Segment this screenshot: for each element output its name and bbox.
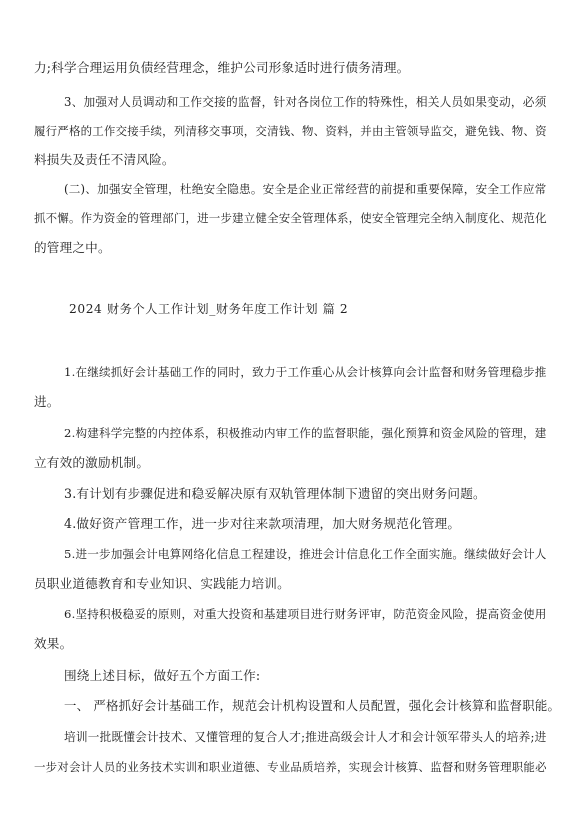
item-1-line-2: 进。 xyxy=(34,394,60,409)
task-1-line: 一、 严格抓好会计基础工作，规范会计机构设置和人员配置，强化会计核算和监督职能。 xyxy=(64,698,561,713)
item-2-line-2: 立有效的激励机制。 xyxy=(34,455,150,470)
task-1-detail-line-1: 培训一批既懂会计技术、又懂管理的复合人才;推进高级会计人才和会计领军带头人的培养;进 xyxy=(64,730,547,744)
paragraph-3-line-3: 的管理之中。 xyxy=(34,240,111,255)
item-1-line-1: 1.在继续抓好会计基础工作的同时，致力于工作重心从会计核算向会计监督和财务管理稳步推 xyxy=(64,365,547,379)
summary-line: 围绕上述目标，做好五个方面工作: xyxy=(64,668,261,683)
section-heading: 2024 财务个人工作计划_财务年度工作计划 篇 2 xyxy=(69,302,349,316)
item-5-line-1: 5.进一步加强会计电算网络化信息工程建设，推进会计信息化工作全面实施。继续做好会计人 xyxy=(64,547,547,561)
item-3-line-1: 3.有计划有步骤促进和稳妥解决原有双轨管理体制下遗留的突出财务问题。 xyxy=(64,486,486,501)
paragraph-3-line-2: 抓不懈。作为资金的管理部门，进一步建立健全安全管理体系，使安全管理完全纳入制度化、规范化 xyxy=(34,211,547,225)
item-4-line-1: 4.做好资产管理工作，进一步对往来款项清理，加大财务规范化管理。 xyxy=(64,516,461,531)
item-5-line-2: 员职业道德教育和专业知识、实践能力培训。 xyxy=(34,576,290,591)
paragraph-2-line-1: 3、加强对人员调动和工作交接的监督，针对各岗位工作的特殊性，相关人员如果变动，必须 xyxy=(64,95,547,109)
paragraph-3-line-1: (二)、加强安全管理，杜绝安全隐患。安全是企业正常经营的前提和重要保障，安全工作应常 xyxy=(64,182,547,196)
task-1-detail-line-2: 一步对会计人员的业务技术实训和职业道德、专业品质培养，实现会计核算、监督和财务管理职能必 xyxy=(34,760,547,774)
item-6-line-1: 6.坚持积极稳妥的原则，对重大投资和基建项目进行财务评审，防范资金风险，提高资金使用 xyxy=(64,607,547,621)
paragraph-2-line-2: 履行严格的工作交接手续，列清移交事项，交清钱、物、资料，并由主管领导监交，避免钱、物、资 xyxy=(34,124,547,138)
paragraph-2-line-3: 料损失及责任不清风险。 xyxy=(34,152,175,167)
item-6-line-2: 效果。 xyxy=(34,636,73,651)
item-2-line-1: 2.构建科学完整的内控体系，积极推动内审工作的监督职能，强化预算和资金风险的管理，建 xyxy=(64,426,547,440)
paragraph-1-line-1: 力;科学合理运用负债经营理念，维护公司形象适时进行债务清理。 xyxy=(34,60,410,75)
